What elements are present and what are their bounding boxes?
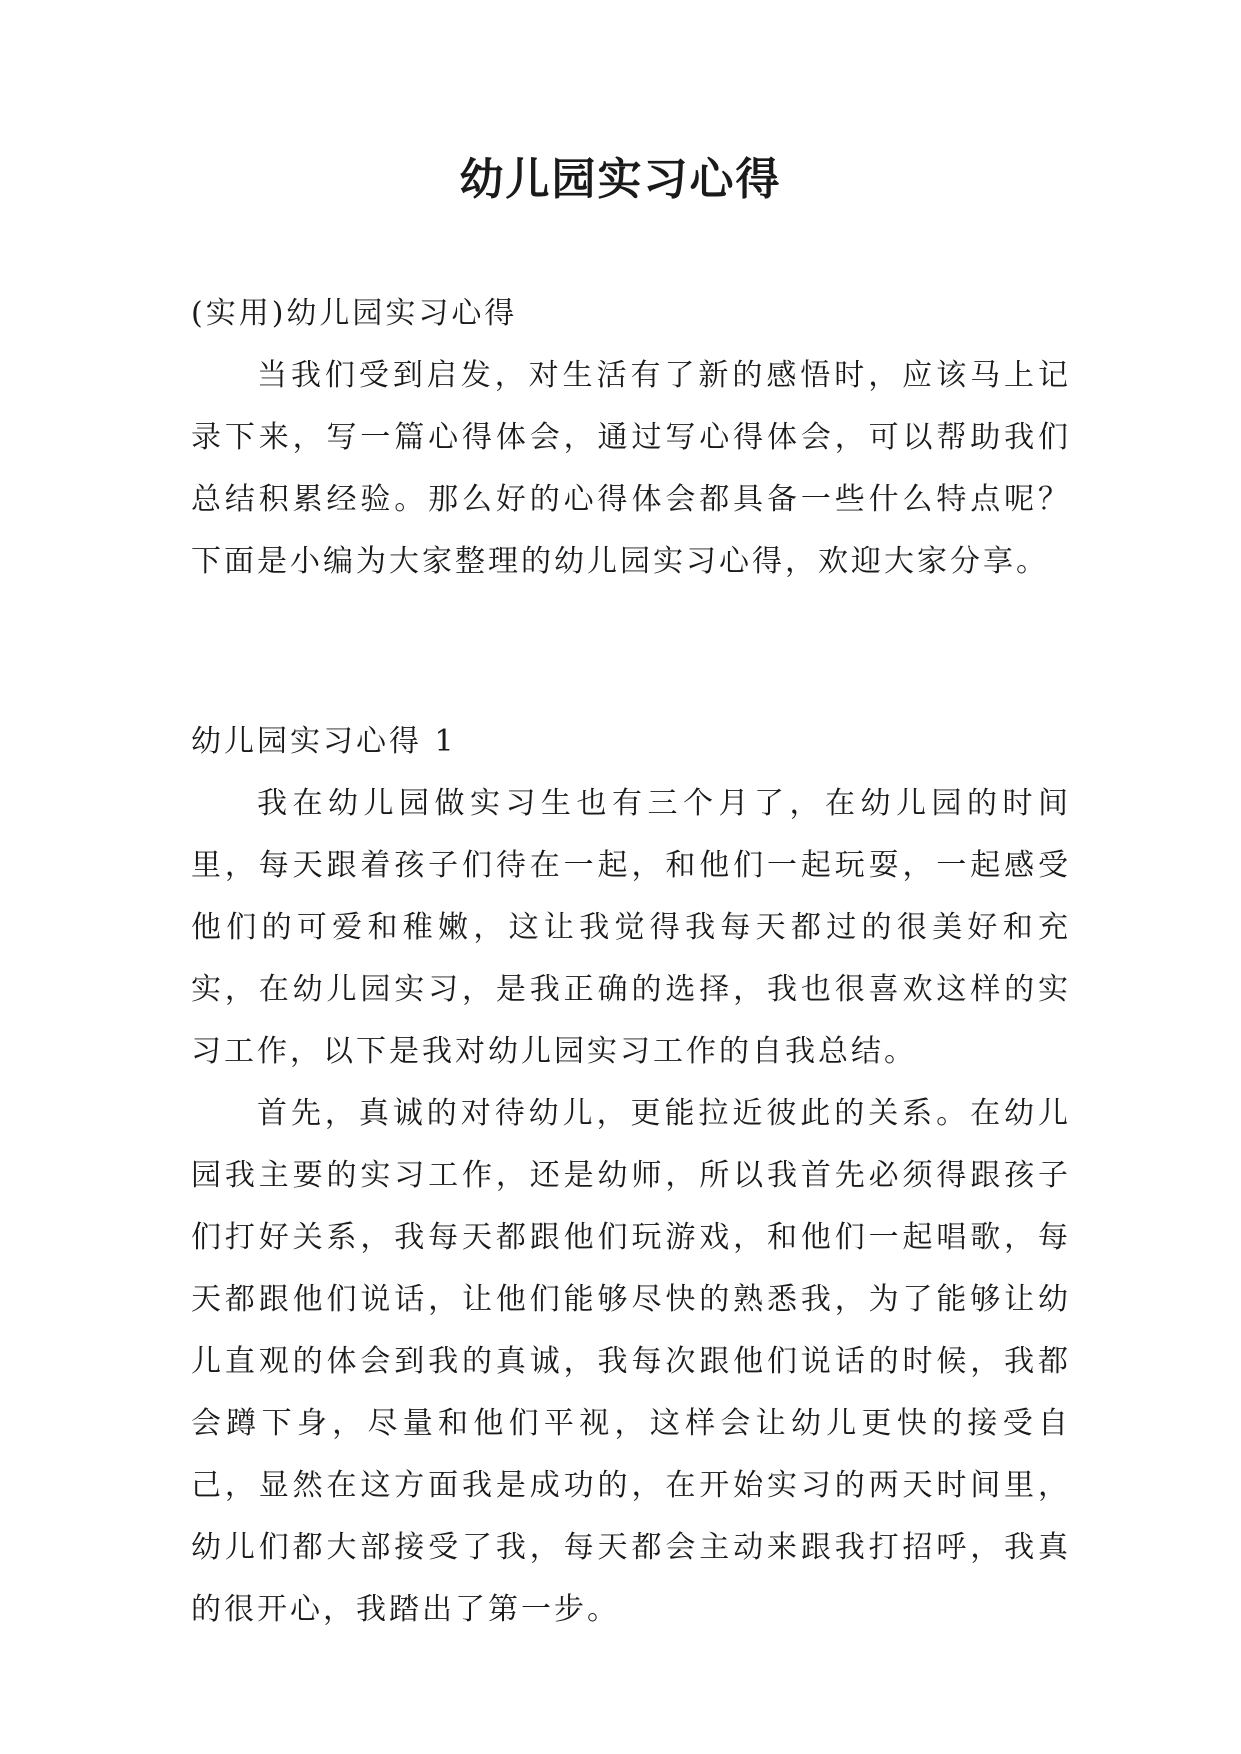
body-paragraph-1: 我在幼儿园做实习生也有三个月了，在幼儿园的时间里，每天跟着孩子们待在一起，和他们一起玩耍，一起感受他们的可爱和稚嫩，这让我觉得我每天都过的很美好和充实，在幼儿园实习，是我正确的选择，我也很喜欢这样的实习工作，以下是我对幼儿园实习工作的自我总结。 <box>191 786 1071 1069</box>
document-subtitle: (实用)幼儿园实习心得 <box>191 296 518 331</box>
document-title: 幼儿园实习心得 <box>459 154 782 205</box>
body-paragraph-2: 首先，真诚的对待幼儿，更能拉近彼此的关系。在幼儿园我主要的实习工作，还是幼师，所以我首先必须得跟孩子们打好关系，我每天都跟他们玩游戏，和他们一起唱歌，每天都跟他们说话，让他们能够尽快的熟悉我，为了能够让幼儿直观的体会到我的真诚，我每次跟他们说话的时候，我都会蹲下身，尽量和他们平视，这样会让幼儿更快的接受自己，显然在这方面我是成功的，在开始实习的两天时间里，幼儿们都大部接受了我，每天都会主动来跟我打招呼，我真的很开心，我踏出了第一步。 <box>191 1096 1071 1627</box>
document-body <box>191 283 1071 1641</box>
section-heading: 幼儿园实习心得 1 <box>191 724 457 759</box>
section-spacer <box>191 593 1071 711</box>
intro-paragraph: 当我们受到启发，对生活有了新的感悟时，应该马上记录下来，写一篇心得体会，通过写心得体会，可以帮助我们总结积累经验。那么好的心得体会都具备一些什么特点呢？下面是小编为大家整理的幼儿园实习心得，欢迎大家分享。 <box>191 358 1071 579</box>
